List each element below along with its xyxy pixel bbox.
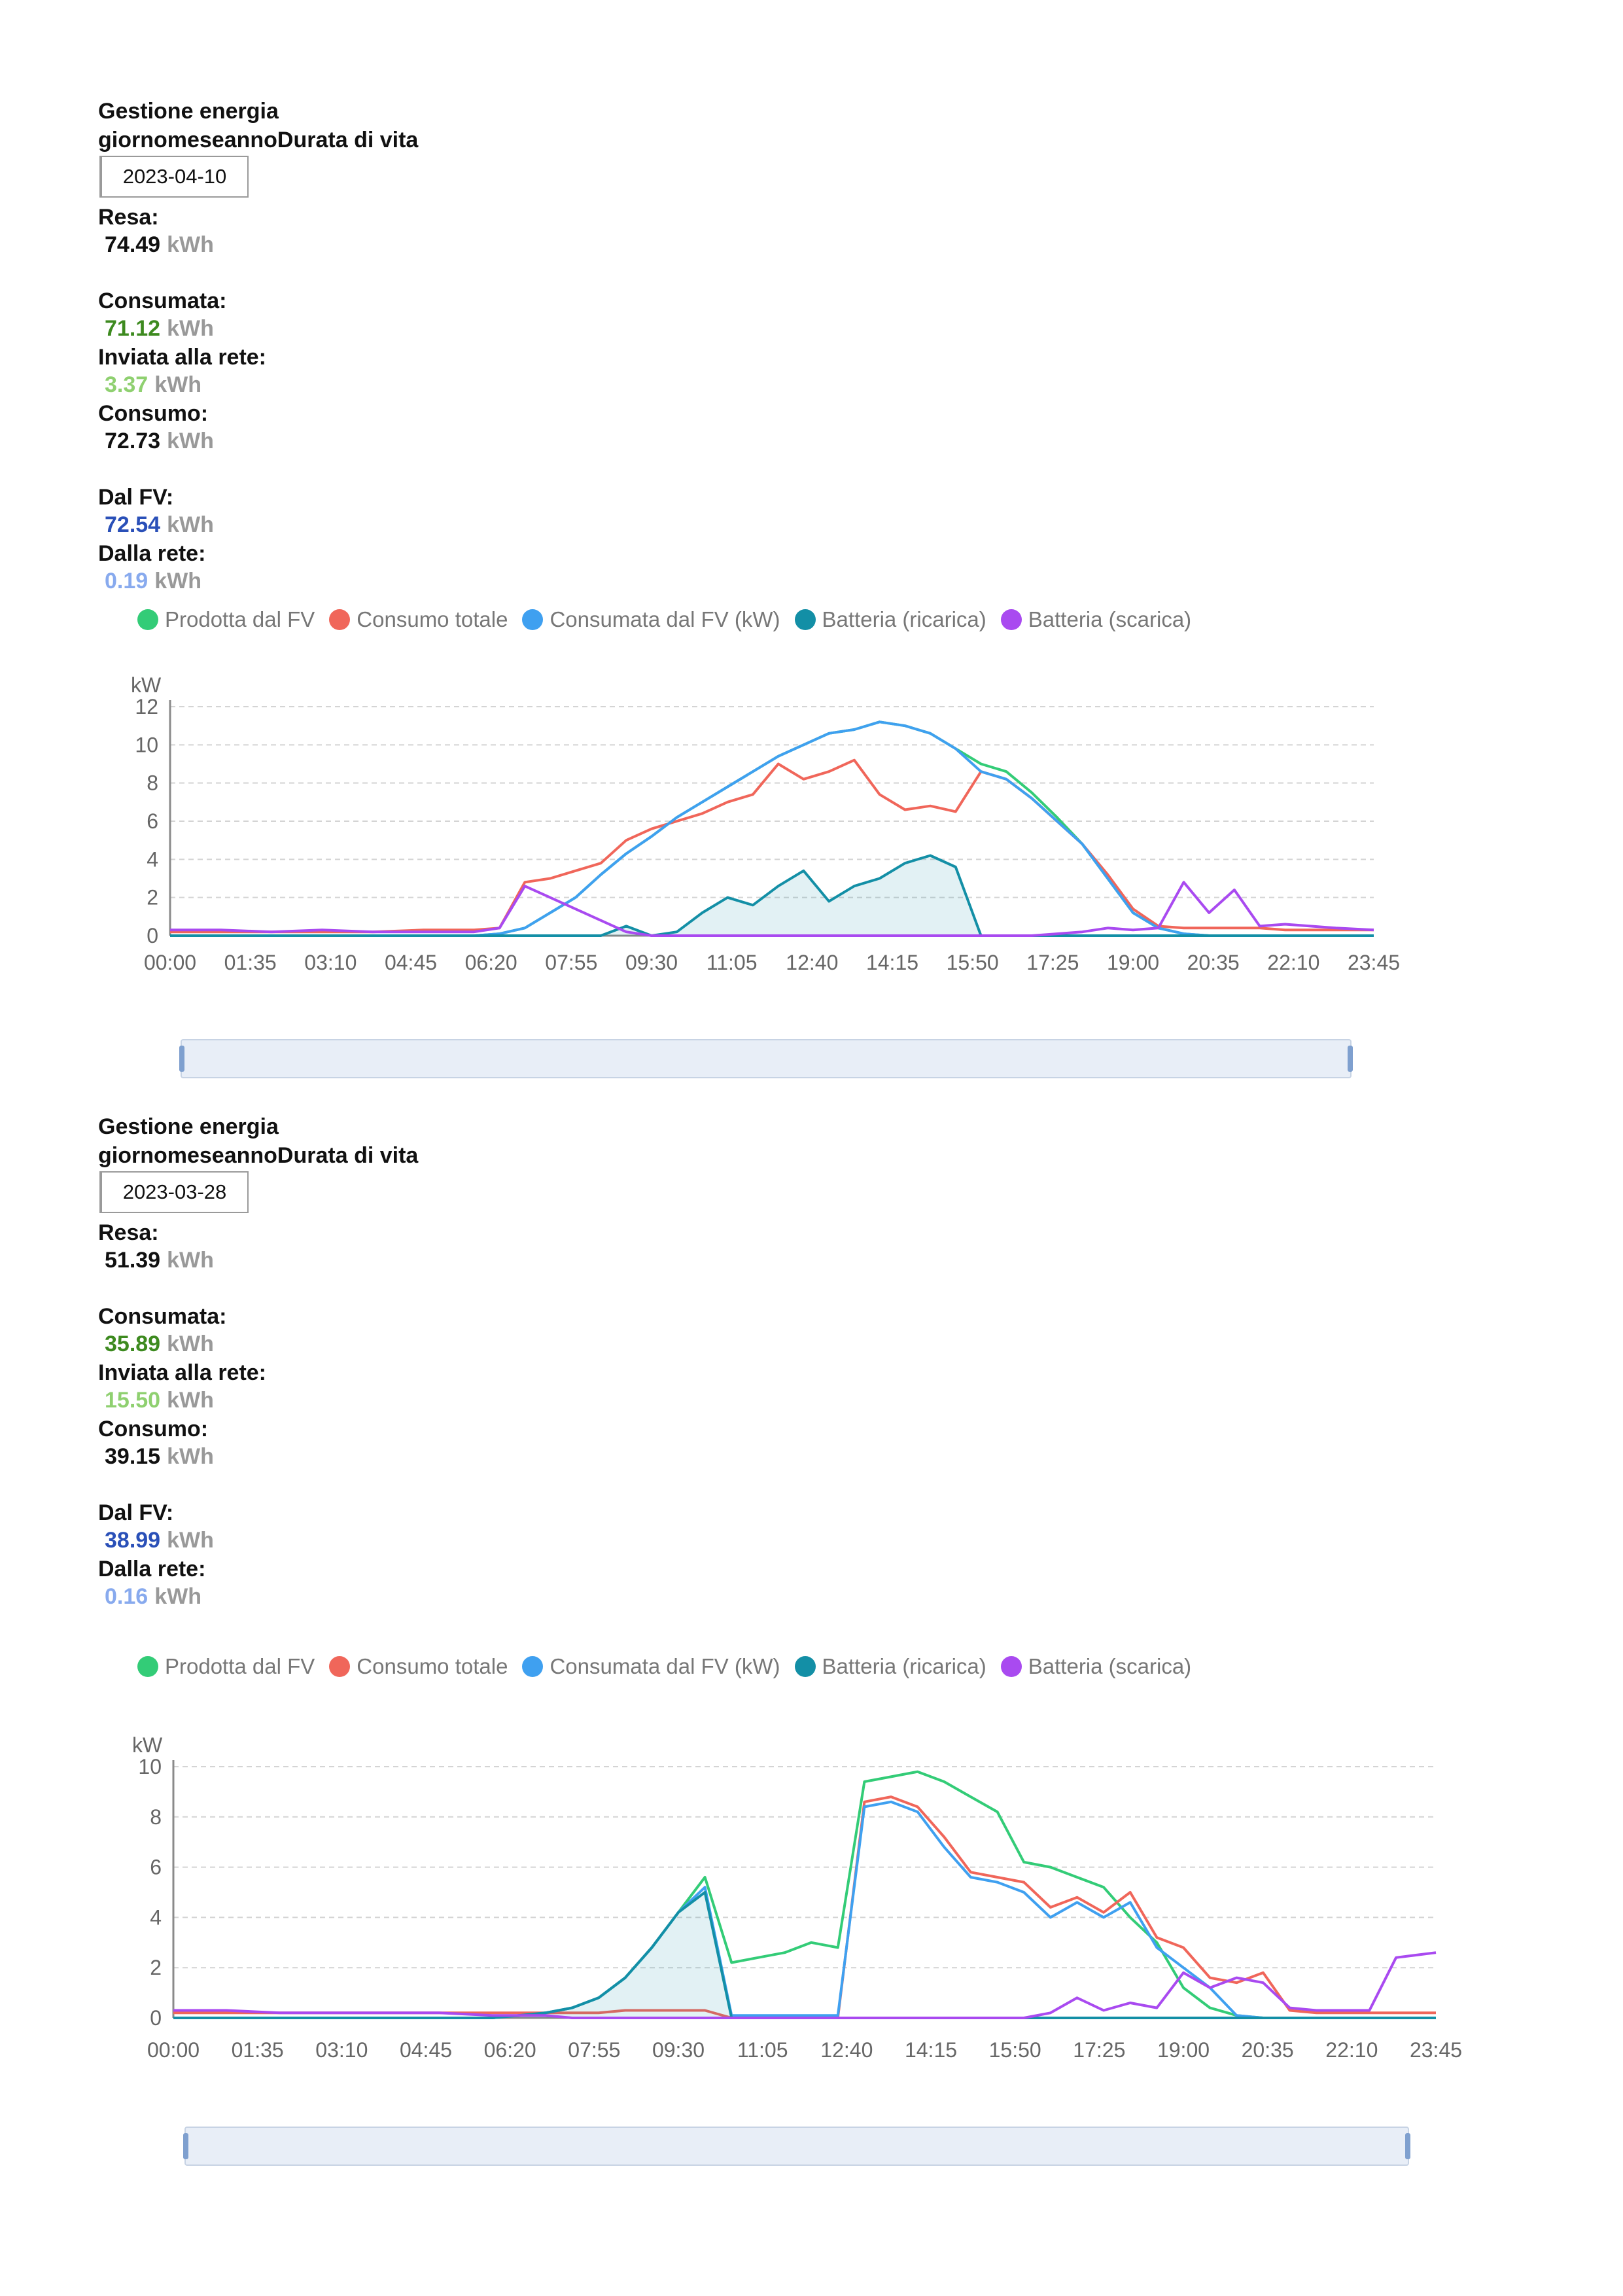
y-tick-label: 2 bbox=[150, 1956, 162, 1980]
legend-item-prodotta[interactable]: Prodotta dal FV bbox=[137, 607, 315, 632]
resa-value: 74.49 kWh bbox=[105, 232, 214, 257]
energy-chart-2[interactable] bbox=[98, 1722, 1472, 2128]
consumo-value: 39.15 kWh bbox=[105, 1444, 214, 1469]
dallarete-value: 0.16 kWh bbox=[105, 1584, 201, 1609]
panel-title: Gestione energia bbox=[98, 99, 279, 124]
y-tick-label: 4 bbox=[147, 847, 158, 872]
consumo-label: Consumo: bbox=[98, 1417, 209, 1441]
legend-dot-icon bbox=[795, 609, 816, 630]
x-tick-label: 00:00 bbox=[147, 2038, 200, 2062]
x-tick-label: 03:10 bbox=[315, 2038, 368, 2062]
x-tick-label: 19:00 bbox=[1106, 951, 1160, 974]
resa-label: Resa: bbox=[98, 1220, 159, 1245]
legend-item-prodotta[interactable]: Prodotta dal FV bbox=[137, 1654, 315, 1679]
x-tick-label: 04:45 bbox=[399, 2038, 453, 2062]
date-picker[interactable]: 2023-04-10 bbox=[99, 156, 249, 198]
energy-chart-1[interactable] bbox=[98, 667, 1406, 1034]
legend-dot-icon bbox=[522, 1656, 543, 1677]
consumata-value: 35.89 kWh bbox=[105, 1332, 214, 1356]
legend-item-consumata[interactable]: Consumata dal FV (kW) bbox=[522, 1654, 780, 1679]
x-tick-label: 09:30 bbox=[625, 951, 678, 974]
x-tick-label: 09:30 bbox=[652, 2038, 705, 2062]
legend-dot-icon bbox=[329, 1656, 350, 1677]
y-tick-label: 2 bbox=[147, 885, 158, 910]
series-line-4[interactable] bbox=[173, 1952, 1436, 2018]
x-tick-label: 01:35 bbox=[231, 2038, 284, 2062]
consumo-label: Consumo: bbox=[98, 401, 209, 426]
legend-dot-icon bbox=[137, 609, 158, 630]
x-tick-label: 07:55 bbox=[568, 2038, 621, 2062]
series-line-2[interactable] bbox=[173, 1802, 1436, 2018]
x-tick-label: 01:35 bbox=[224, 951, 277, 974]
consumata-label: Consumata: bbox=[98, 289, 227, 313]
legend-item-ricarica[interactable]: Batteria (ricarica) bbox=[795, 607, 986, 632]
x-tick-label: 06:20 bbox=[464, 951, 517, 974]
y-tick-label: 12 bbox=[135, 695, 158, 718]
dalfv-value: 38.99 kWh bbox=[105, 1528, 214, 1553]
legend-dot-icon bbox=[1001, 609, 1022, 630]
slider-handle-right[interactable] bbox=[1405, 2133, 1410, 2159]
x-tick-label: 19:00 bbox=[1157, 2038, 1210, 2062]
series-area-ricarica bbox=[173, 1892, 1436, 2018]
x-tick-label: 14:15 bbox=[865, 951, 919, 974]
x-tick-label: 03:10 bbox=[304, 951, 357, 974]
series-line-0[interactable] bbox=[173, 1772, 1436, 2018]
x-tick-label: 15:50 bbox=[988, 2038, 1041, 2062]
x-tick-label: 04:45 bbox=[384, 951, 438, 974]
consumo-value: 72.73 kWh bbox=[105, 429, 214, 453]
date-picker[interactable]: 2023-03-28 bbox=[99, 1171, 249, 1213]
y-tick-label: 8 bbox=[147, 771, 158, 795]
y-tick-label: 0 bbox=[147, 924, 158, 947]
x-tick-label: 07:55 bbox=[545, 951, 598, 974]
y-tick-label: 10 bbox=[138, 1755, 162, 1778]
consumata-label: Consumata: bbox=[98, 1304, 227, 1329]
resa-label: Resa: bbox=[98, 205, 159, 230]
panel-title: Gestione energia bbox=[98, 1114, 279, 1139]
legend-item-ricarica[interactable]: Batteria (ricarica) bbox=[795, 1654, 986, 1679]
y-tick-label: 6 bbox=[147, 809, 158, 833]
resa-value: 51.39 kWh bbox=[105, 1248, 214, 1273]
zoom-slider[interactable] bbox=[184, 2127, 1409, 2166]
y-tick-label: 4 bbox=[150, 1905, 162, 1930]
y-tick-label: 6 bbox=[150, 1855, 162, 1879]
dalfv-label: Dal FV: bbox=[98, 485, 174, 510]
legend-item-consumo[interactable]: Consumo totale bbox=[329, 1654, 508, 1679]
x-tick-label: 11:05 bbox=[706, 951, 758, 974]
y-axis-unit: kW bbox=[132, 1733, 163, 1757]
legend-dot-icon bbox=[522, 609, 543, 630]
inviata-value: 15.50 kWh bbox=[105, 1388, 214, 1413]
series-line-1[interactable] bbox=[173, 1797, 1436, 2018]
x-tick-label: 06:20 bbox=[483, 2038, 536, 2062]
x-tick-label: 00:00 bbox=[143, 951, 197, 974]
x-tick-label: 17:25 bbox=[1026, 951, 1079, 974]
x-tick-label: 11:05 bbox=[737, 2038, 788, 2062]
legend-dot-icon bbox=[137, 1656, 158, 1677]
x-tick-label: 17:25 bbox=[1073, 2038, 1126, 2062]
x-tick-label: 23:45 bbox=[1347, 951, 1401, 974]
x-tick-label: 12:40 bbox=[820, 2038, 873, 2062]
x-tick-label: 14:15 bbox=[904, 2038, 958, 2062]
series-line-3[interactable] bbox=[173, 1892, 1436, 2018]
y-tick-label: 0 bbox=[150, 2006, 162, 2030]
inviata-value: 3.37 kWh bbox=[105, 372, 201, 397]
dallarete-value: 0.19 kWh bbox=[105, 569, 201, 593]
legend-item-scarica[interactable]: Batteria (scarica) bbox=[1001, 607, 1191, 632]
legend-item-consumo[interactable]: Consumo totale bbox=[329, 607, 508, 632]
consumata-value: 71.12 kWh bbox=[105, 316, 214, 341]
x-tick-label: 20:35 bbox=[1241, 2038, 1294, 2062]
chart-legend bbox=[137, 603, 1206, 636]
x-tick-label: 20:35 bbox=[1187, 951, 1240, 974]
period-tabs[interactable]: giornomeseannoDurata di vita bbox=[98, 128, 419, 152]
chart-legend bbox=[137, 1650, 1206, 1683]
legend-item-consumata[interactable]: Consumata dal FV (kW) bbox=[522, 607, 780, 632]
dalfv-value: 72.54 kWh bbox=[105, 512, 214, 537]
energy-panel-1 bbox=[98, 98, 1537, 1080]
inviata-label: Inviata alla rete: bbox=[98, 345, 267, 370]
dalfv-label: Dal FV: bbox=[98, 1500, 174, 1525]
dallarete-label: Dalla rete: bbox=[98, 541, 206, 566]
legend-dot-icon bbox=[329, 609, 350, 630]
legend-item-scarica[interactable]: Batteria (scarica) bbox=[1001, 1654, 1191, 1679]
x-tick-label: 22:10 bbox=[1325, 2038, 1378, 2062]
period-tabs[interactable]: giornomeseannoDurata di vita bbox=[98, 1143, 419, 1168]
zoom-slider[interactable] bbox=[181, 1039, 1352, 1078]
inviata-label: Inviata alla rete: bbox=[98, 1360, 267, 1385]
y-tick-label: 10 bbox=[135, 733, 158, 757]
slider-handle-left[interactable] bbox=[183, 2133, 188, 2159]
x-tick-label: 15:50 bbox=[946, 951, 999, 974]
y-axis-unit: kW bbox=[131, 673, 162, 697]
slider-handle-left[interactable] bbox=[179, 1046, 184, 1072]
x-tick-label: 23:45 bbox=[1409, 2038, 1463, 2062]
x-tick-label: 22:10 bbox=[1267, 951, 1320, 974]
slider-handle-right[interactable] bbox=[1348, 1046, 1353, 1072]
legend-dot-icon bbox=[795, 1656, 816, 1677]
legend-dot-icon bbox=[1001, 1656, 1022, 1677]
x-tick-label: 12:40 bbox=[786, 951, 839, 974]
dallarete-label: Dalla rete: bbox=[98, 1557, 206, 1581]
energy-panel-2 bbox=[98, 1114, 1537, 2174]
y-tick-label: 8 bbox=[150, 1805, 162, 1829]
